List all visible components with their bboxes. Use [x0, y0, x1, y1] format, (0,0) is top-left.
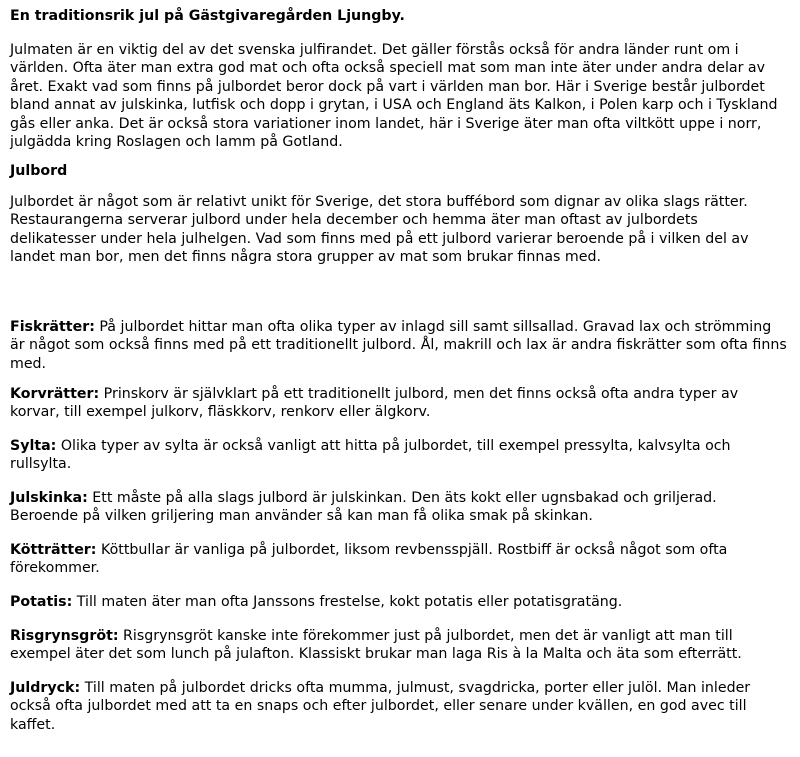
category-text: På julbordet hittar man ofta olika typer av inlagd sill samt sillsallad. Gravad lax och strömming är något som också finns med på ett traditionellt julbord. Ål, makrill och lax är andra fiskrätter som ofta finns med. [10, 319, 787, 372]
category-text: Prinskorv är självklart på ett traditionellt julbord, men det finns också ofta andra typer av korvar, till exempel julkorv, fläskkorv, renkorv eller älgkorv. [10, 386, 739, 421]
category-juldryck [10, 679, 788, 734]
section-paragraph-julbord: Julbordet är något som är relativt unikt för Sverige, det stora buffébord som dignar av olika slags rätter. Restaurangerna serverar julbord under hela december och hemma äter man oftast av julbordets delikatesser under hela julhelgen. Vad som finns med på ett julbord varierar beroende på i vilken del av landet man bor, men det finns några stora grupper av mat som brukar finnas med. [10, 194, 749, 266]
category-label: Fiskrätter: [10, 319, 95, 335]
category-label: Juldryck: [10, 680, 81, 696]
category-text: Till maten på julbordet dricks ofta mumma, julmust, svagdricka, porter eller julöl. Man inleder också ofta julbordet med att ta en snaps och efter julbordet, eller senare under kvällen, en god avec till kaffet. [10, 680, 751, 733]
category-potatis [10, 593, 788, 611]
category-fiskratter [10, 318, 788, 373]
intro-paragraph: Julmaten är en viktig del av det svenska julfirandet. Det gäller förstås också för andra länder runt om i världen. Ofta äter man extra god mat och ofta också speciell mat som man inte äter under andra delar av året. Exakt vad som finns på julbordet beror dock på vart i världen man bor. Här i Sverige består julbordet bland annat av julskinka, lutfisk och dopp i grytan, i USA och England äts Kalkon, i Polen karp och i Tyskland gås eller anka. Det är också stora variationer inom landet, här i Sverige äter man ofta viltkött uppe i norr, julgädda kring Roslagen och lamm på Gotland. [10, 42, 778, 151]
section-heading-julbord: Julbord [10, 163, 68, 179]
category-label: Kötträtter: [10, 542, 97, 558]
category-label: Julskinka: [10, 490, 88, 506]
category-risgrynsgrot [10, 627, 788, 664]
category-korvratter [10, 385, 788, 422]
page-title: En traditionsrik jul på Gästgivaregården Ljungby. [10, 8, 405, 24]
category-kottratter [10, 541, 788, 578]
category-text: Köttbullar är vanliga på julbordet, liksom revbensspjäll. Rostbiff är också något som ofta förekommer. [10, 542, 728, 577]
category-label: Sylta: [10, 438, 57, 454]
category-label: Potatis: [10, 594, 73, 610]
category-text: Risgrynsgröt kanske inte förekommer just på julbordet, men det är vanligt att man till exempel äter det som lunch på julafton. Klassiskt brukar man laga Ris à la Malta och äta som efterrätt. [10, 628, 742, 663]
category-text: Olika typer av sylta är också vanligt att hitta på julbordet, till exempel pressylta, kalvsylta och rullsylta. [10, 438, 731, 473]
category-text: Ett måste på alla slags julbord är julskinkan. Den äts kokt eller ugnsbakad och griljerad. Beroende på vilken griljering man använder så kan man få olika smak på skinkan. [10, 490, 717, 525]
category-text: Till maten äter man ofta Janssons frestelse, kokt potatis eller potatisgratäng. [72, 594, 623, 610]
category-label: Risgrynsgröt: [10, 628, 119, 644]
category-julskinka [10, 489, 788, 526]
category-sylta [10, 437, 788, 474]
category-label: Korvrätter: [10, 386, 100, 402]
